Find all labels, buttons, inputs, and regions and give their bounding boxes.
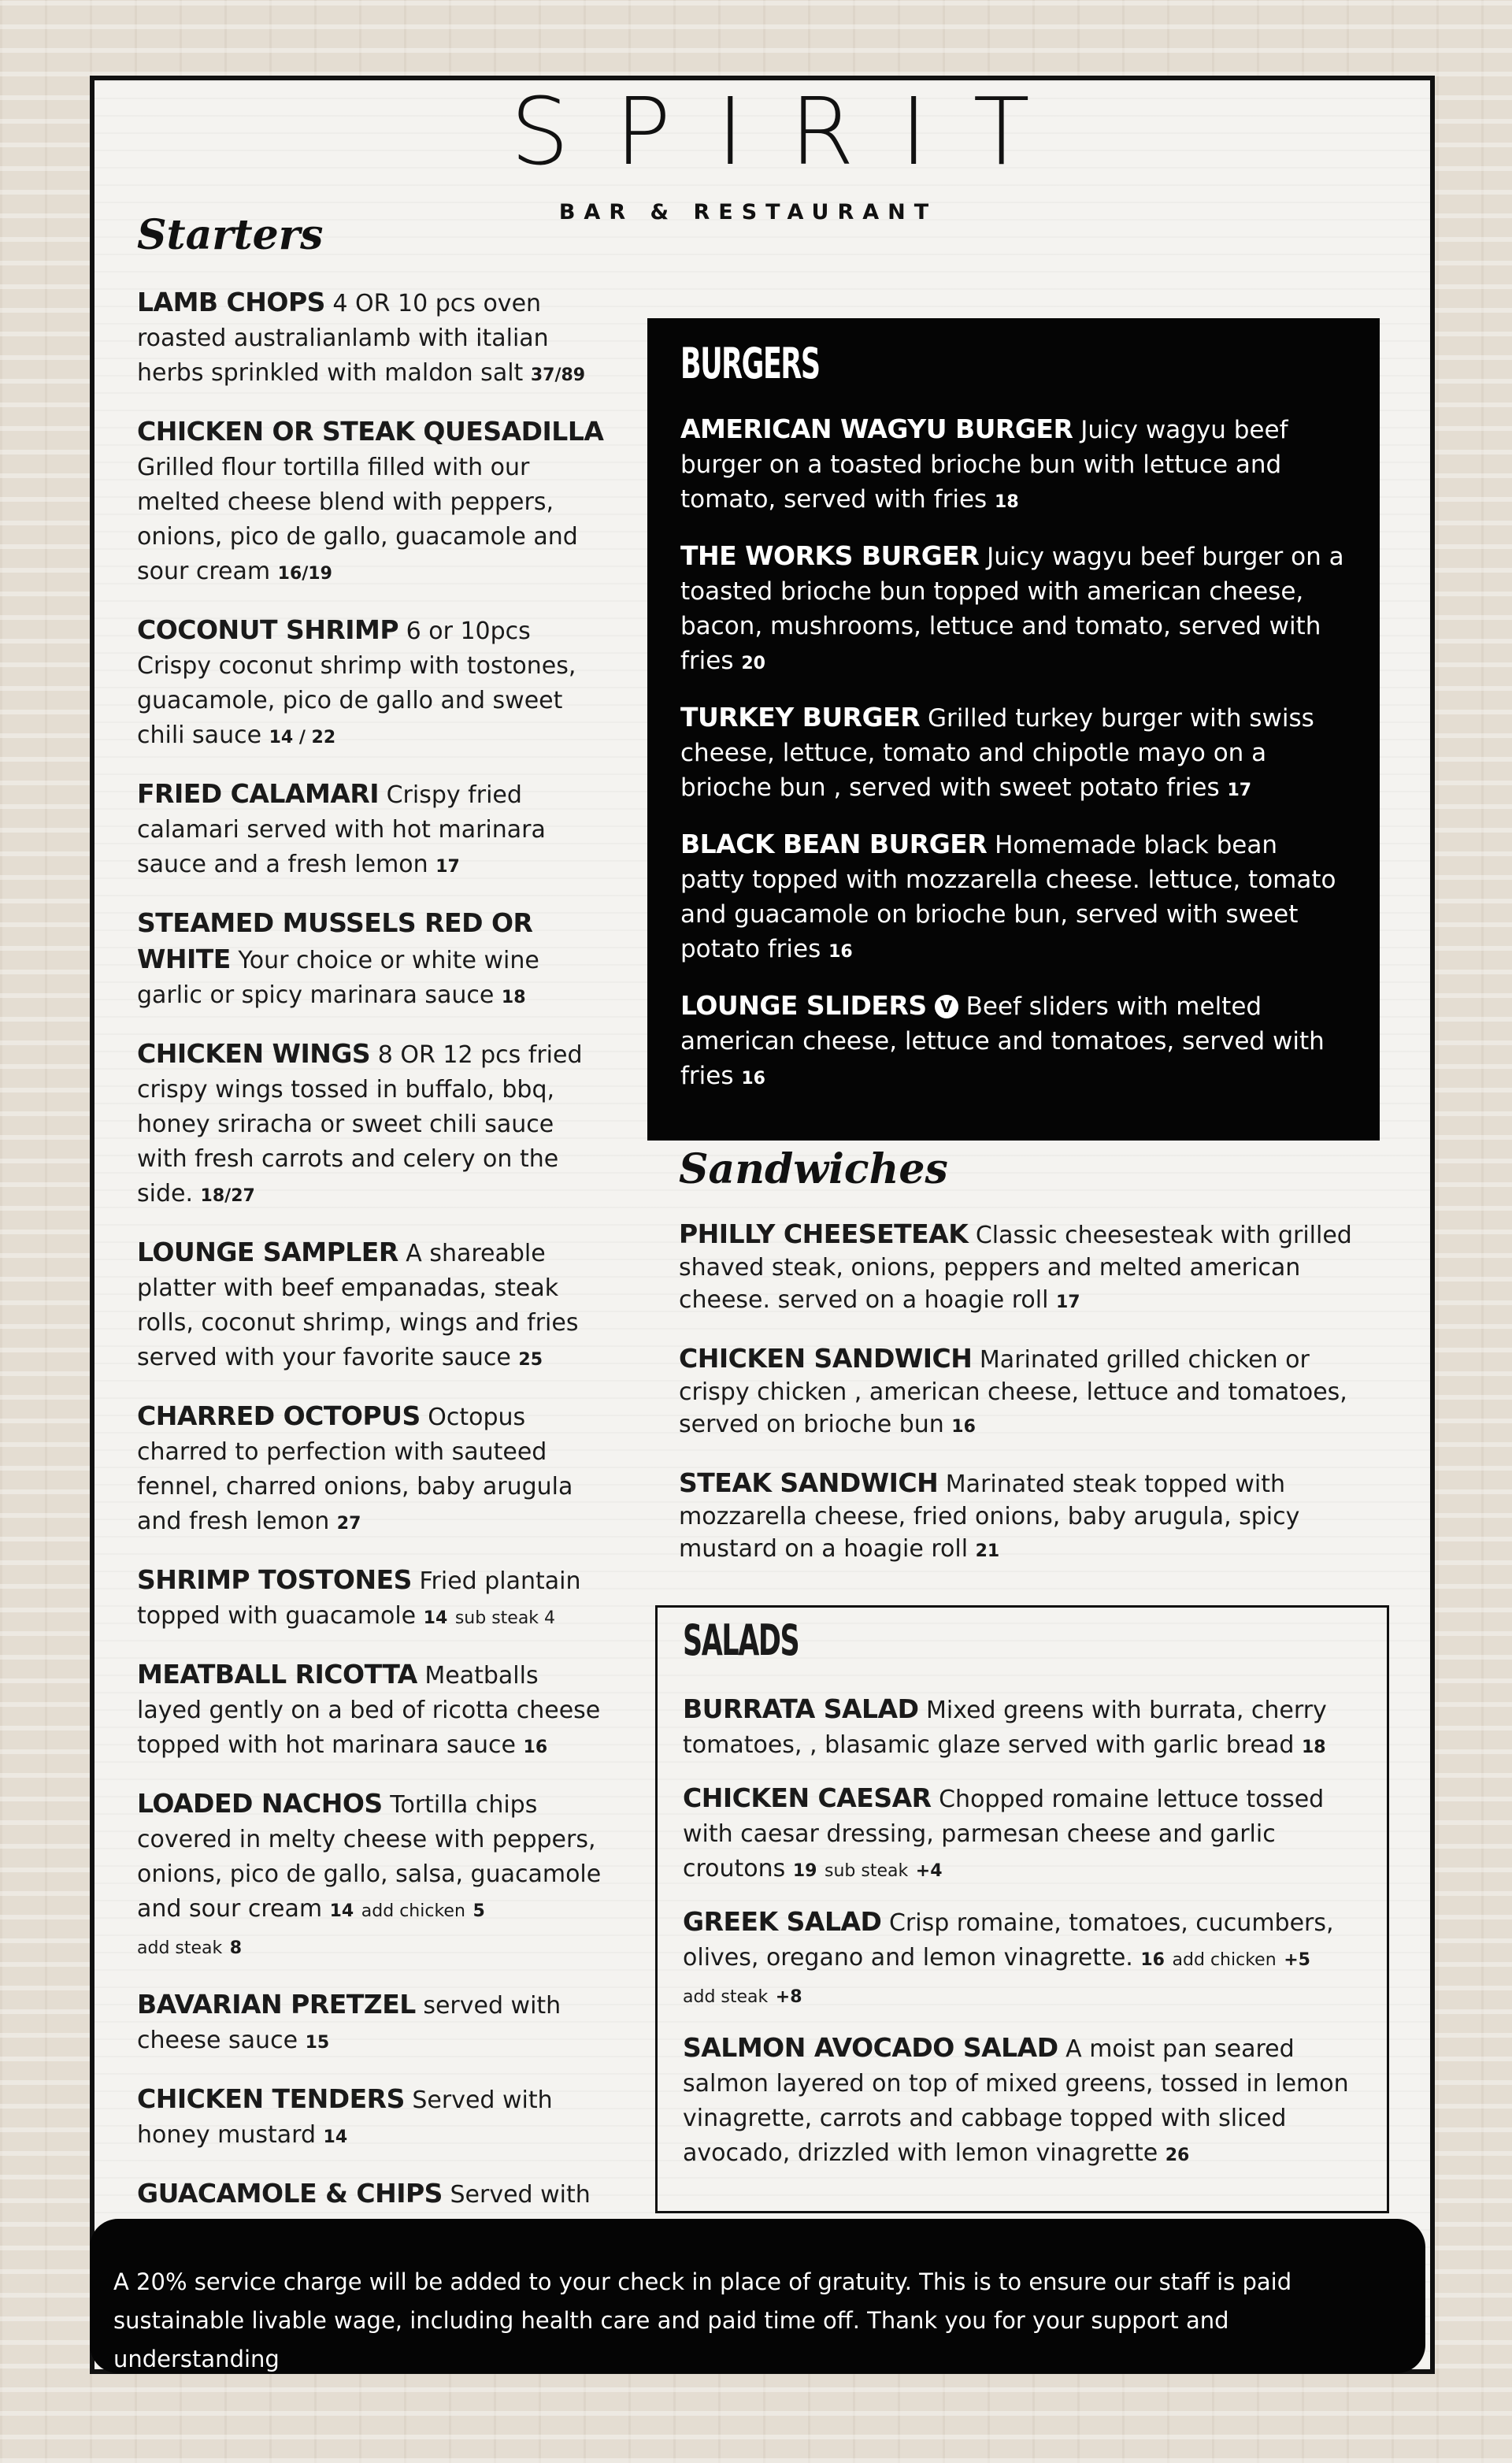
item-price: 18 — [995, 492, 1019, 512]
item-price: 21 — [975, 1541, 1000, 1561]
item-price: 17 — [1227, 781, 1252, 800]
brand-subtitle: BAR & RESTAURANT — [558, 200, 938, 224]
item-desc: Marinated steak topped with mozzarella cheese, fried onions, baby arugula, spicy mustard on a hoagie roll — [679, 1471, 1300, 1563]
item-desc: Fried plantain topped with guacamole — [137, 1567, 581, 1630]
item-name: SHRIMP TOSTONES — [137, 1564, 412, 1595]
item-addon: add steak — [137, 1938, 223, 1958]
item-desc: Juicy wagyu beef burger on a toasted brioche bun with lettuce and tomato, served with fries — [680, 416, 1288, 514]
item-price: 14 — [423, 1608, 448, 1628]
item-price: 20 — [741, 654, 765, 673]
item-price: 26 — [1165, 2146, 1190, 2165]
item-price: 19 — [792, 1861, 817, 1881]
item-desc: A moist pan seared salmon layered on top of mixed greens, tossed in lemon vinagrette, carrots and cabbage topped with sliced avocado, drizzled with lemon vinagrette — [683, 2035, 1349, 2167]
menu-item — [137, 1563, 610, 1636]
menu-item — [137, 1987, 610, 2061]
item-name: CHICKEN WINGS — [137, 1038, 371, 1069]
item-addon: add chicken — [1172, 1950, 1277, 1970]
service-charge-notice — [90, 2219, 1425, 2373]
item-desc: A shareable platter with beef empanadas, steak rolls, coconut shrimp, wings and fries served with your favorite sauce — [137, 1240, 579, 1371]
item-price: 27 — [336, 1514, 361, 1534]
item-desc: Grilled flour tortilla filled with our melted cheese blend with peppers, onions, pico de gallo, guacamole and sour cream — [137, 454, 578, 585]
item-desc: Grilled turkey burger with swiss cheese, lettuce, tomato and chipotle mayo on a brioche bun , served with sweet potato fries — [680, 704, 1314, 802]
menu-item — [137, 1399, 610, 1541]
item-desc: Juicy wagyu beef burger on a toasted brioche bun topped with american cheese, bacon, mushrooms, lettuce and tomato, served with fries — [680, 543, 1344, 675]
item-price: 16 — [523, 1738, 548, 1757]
item-name: SALMON AVOCADO SALAD — [683, 2032, 1058, 2063]
item-price: 17 — [1055, 1293, 1080, 1312]
menu-item — [683, 2031, 1363, 2173]
item-name: BLACK BEAN BURGER — [680, 829, 988, 859]
item-name: STEAK SANDWICH — [679, 1467, 939, 1498]
item-addon: sub steak — [825, 1861, 909, 1881]
menu-item — [680, 700, 1347, 808]
brand-name: SPIRIT — [510, 77, 1076, 186]
item-desc: Meatballs layed gently on a bed of ricotta cheese topped with hot marinara sauce — [137, 1662, 601, 1759]
item-addon-price: +5 — [1284, 1950, 1310, 1970]
item-name: GUACAMOLE & CHIPS — [137, 2178, 443, 2209]
item-name: TURKEY BURGER — [680, 702, 921, 733]
item-desc: Served with — [450, 2181, 591, 2209]
item-desc: Your choice or white wine garlic or spicy marinara sauce — [137, 947, 539, 1009]
menu-item — [137, 2082, 610, 2155]
vegetarian-badge-icon: V — [935, 995, 958, 1018]
menu-item — [680, 827, 1347, 970]
menu-item — [137, 285, 610, 393]
item-price: 14 / 22 — [269, 728, 336, 747]
menu-item — [683, 1905, 1363, 2015]
item-desc: 6 or 10pcs Crispy coconut shrimp with tostones, guacamole, pico de gallo and sweet chili sauce — [137, 618, 576, 749]
item-desc: Chopped romaine lettuce tossed with caesar dressing, parmesan cheese and garlic croutons — [683, 1786, 1325, 1882]
menu-item — [680, 539, 1347, 681]
burgers-title: BURGERS — [680, 339, 820, 388]
menu-item — [679, 1467, 1372, 1567]
menu-item — [137, 414, 610, 592]
item-name: STEAMED MUSSELS RED OR WHITE — [137, 907, 533, 974]
item-desc: Mixed greens with burrata, cherry tomatoes, , blasamic glaze served with garlic bread — [683, 1697, 1327, 1759]
menu-item — [137, 777, 610, 885]
item-price: 16/19 — [277, 564, 332, 584]
item-name: LOADED NACHOS — [137, 1788, 383, 1819]
starters-list — [137, 285, 610, 2271]
item-price: 18/27 — [200, 1186, 255, 1206]
item-desc: Octopus charred to perfection with sauteed fennel, charred onions, baby arugula and fresh lemon — [137, 1404, 573, 1535]
item-price: 37/89 — [530, 365, 586, 385]
item-extra: sub steak 4 — [454, 1608, 556, 1628]
item-name: BAVARIAN PRETZEL — [137, 1989, 416, 2020]
item-name: LAMB CHOPS — [137, 287, 325, 317]
item-desc: Crisp romaine, tomatoes, cucumbers, olives, oregano and lemon vinagrette. — [683, 1909, 1334, 1972]
menu-item — [683, 1781, 1363, 1889]
item-addon-price: 5 — [472, 1901, 485, 1921]
menu-item — [137, 1235, 610, 1378]
item-price: 14 — [323, 2127, 348, 2147]
menu-item — [680, 989, 1347, 1096]
item-price: 18 — [1301, 1738, 1326, 1757]
item-price: 14 — [329, 1901, 354, 1921]
burgers-section — [647, 318, 1380, 1141]
item-name: AMERICAN WAGYU BURGER — [680, 414, 1073, 444]
item-name: LOUNGE SAMPLER — [137, 1237, 398, 1267]
item-price: 16 — [1140, 1950, 1165, 1970]
item-price: 17 — [435, 857, 460, 877]
menu-item — [683, 1692, 1363, 1765]
item-desc: Served with honey mustard — [137, 2087, 553, 2149]
item-desc: served with cheese sauce — [137, 1992, 561, 2054]
menu-item — [137, 613, 610, 755]
item-price: 25 — [518, 1350, 543, 1370]
item-name: FRIED CALAMARI — [137, 778, 380, 809]
item-name: CHARRED OCTOPUS — [137, 1400, 421, 1431]
brand-logo — [465, 77, 1076, 224]
menu-item — [137, 906, 610, 1015]
item-desc: Crispy fried calamari served with hot marinara sauce and a fresh lemon — [137, 781, 546, 878]
item-price: 16 — [951, 1417, 976, 1437]
salads-title: SALADS — [683, 1615, 799, 1665]
menu-item — [137, 1037, 610, 1214]
item-addon: add steak — [683, 1987, 769, 2007]
item-price: 16 — [828, 942, 853, 962]
item-desc: Classic cheesesteak with grilled shaved steak, onions, peppers and melted american cheese. served on a hoagie roll — [679, 1222, 1352, 1314]
starters-title: Starters — [137, 211, 324, 259]
item-desc: 4 OR 10 pcs oven roasted australianlamb with italian herbs sprinkled with maldon salt — [137, 290, 549, 387]
item-name: BURRATA SALAD — [683, 1693, 919, 1724]
item-name: MEATBALL RICOTTA — [137, 1659, 417, 1690]
item-addon-price: 8 — [229, 1938, 243, 1958]
item-name: THE WORKS BURGER — [680, 540, 980, 571]
salads-section — [655, 1605, 1389, 2213]
item-name: PHILLY CHEESETEAK — [679, 1219, 969, 1249]
item-desc: 8 OR 12 pcs fried crispy wings tossed in buffalo, bbq, honey sriracha or sweet chili sauce with fresh carrots and celery on the side. — [137, 1041, 583, 1207]
menu-item — [137, 1657, 610, 1765]
item-name: GREEK SALAD — [683, 1906, 882, 1937]
item-desc: Tortilla chips covered in melty cheese with peppers, onions, pico de gallo, salsa, guacamole and sour cream — [137, 1791, 602, 1923]
menu-item — [679, 1342, 1372, 1443]
item-name: CHICKEN CAESAR — [683, 1782, 932, 1813]
item-name: LOUNGE SLIDERS — [680, 990, 927, 1021]
menu-item — [137, 1786, 610, 1966]
item-name: COCONUT SHRIMP — [137, 614, 399, 645]
item-addon-price: +8 — [775, 1987, 802, 2007]
item-price: 15 — [305, 2033, 330, 2053]
item-desc: Homemade black bean patty topped with mozzarella cheese. lettuce, tomato and guacamole on brioche bun, served with sweet potato fries — [680, 831, 1336, 963]
menu-item — [679, 1218, 1372, 1319]
item-addon: add chicken — [361, 1901, 465, 1921]
item-desc: Beef sliders with melted american cheese, lettuce and tomatoes, served with fries — [680, 992, 1325, 1090]
menu-item — [680, 412, 1347, 520]
item-name: CHICKEN TENDERS — [137, 2083, 405, 2114]
item-desc: Marinated grilled chicken or crispy chicken , american cheese, lettuce and tomatoes, served on brioche bun — [679, 1346, 1347, 1438]
sandwiches-list — [679, 1218, 1372, 1591]
sandwiches-title: Sandwiches — [679, 1145, 948, 1193]
item-addon-price: +4 — [915, 1861, 943, 1881]
item-price: 16 — [741, 1069, 765, 1089]
item-name: CHICKEN SANDWICH — [679, 1343, 973, 1374]
item-name: CHICKEN OR STEAK QUESADILLA — [137, 416, 604, 447]
footer-text: A 20% service charge will be added to your check in place of gratuity. This is to ensure our staff is paid sustainable livable wage, including health care and paid time off. Thank you for your support and understanding — [113, 2268, 1292, 2372]
item-price: 18 — [501, 988, 526, 1007]
